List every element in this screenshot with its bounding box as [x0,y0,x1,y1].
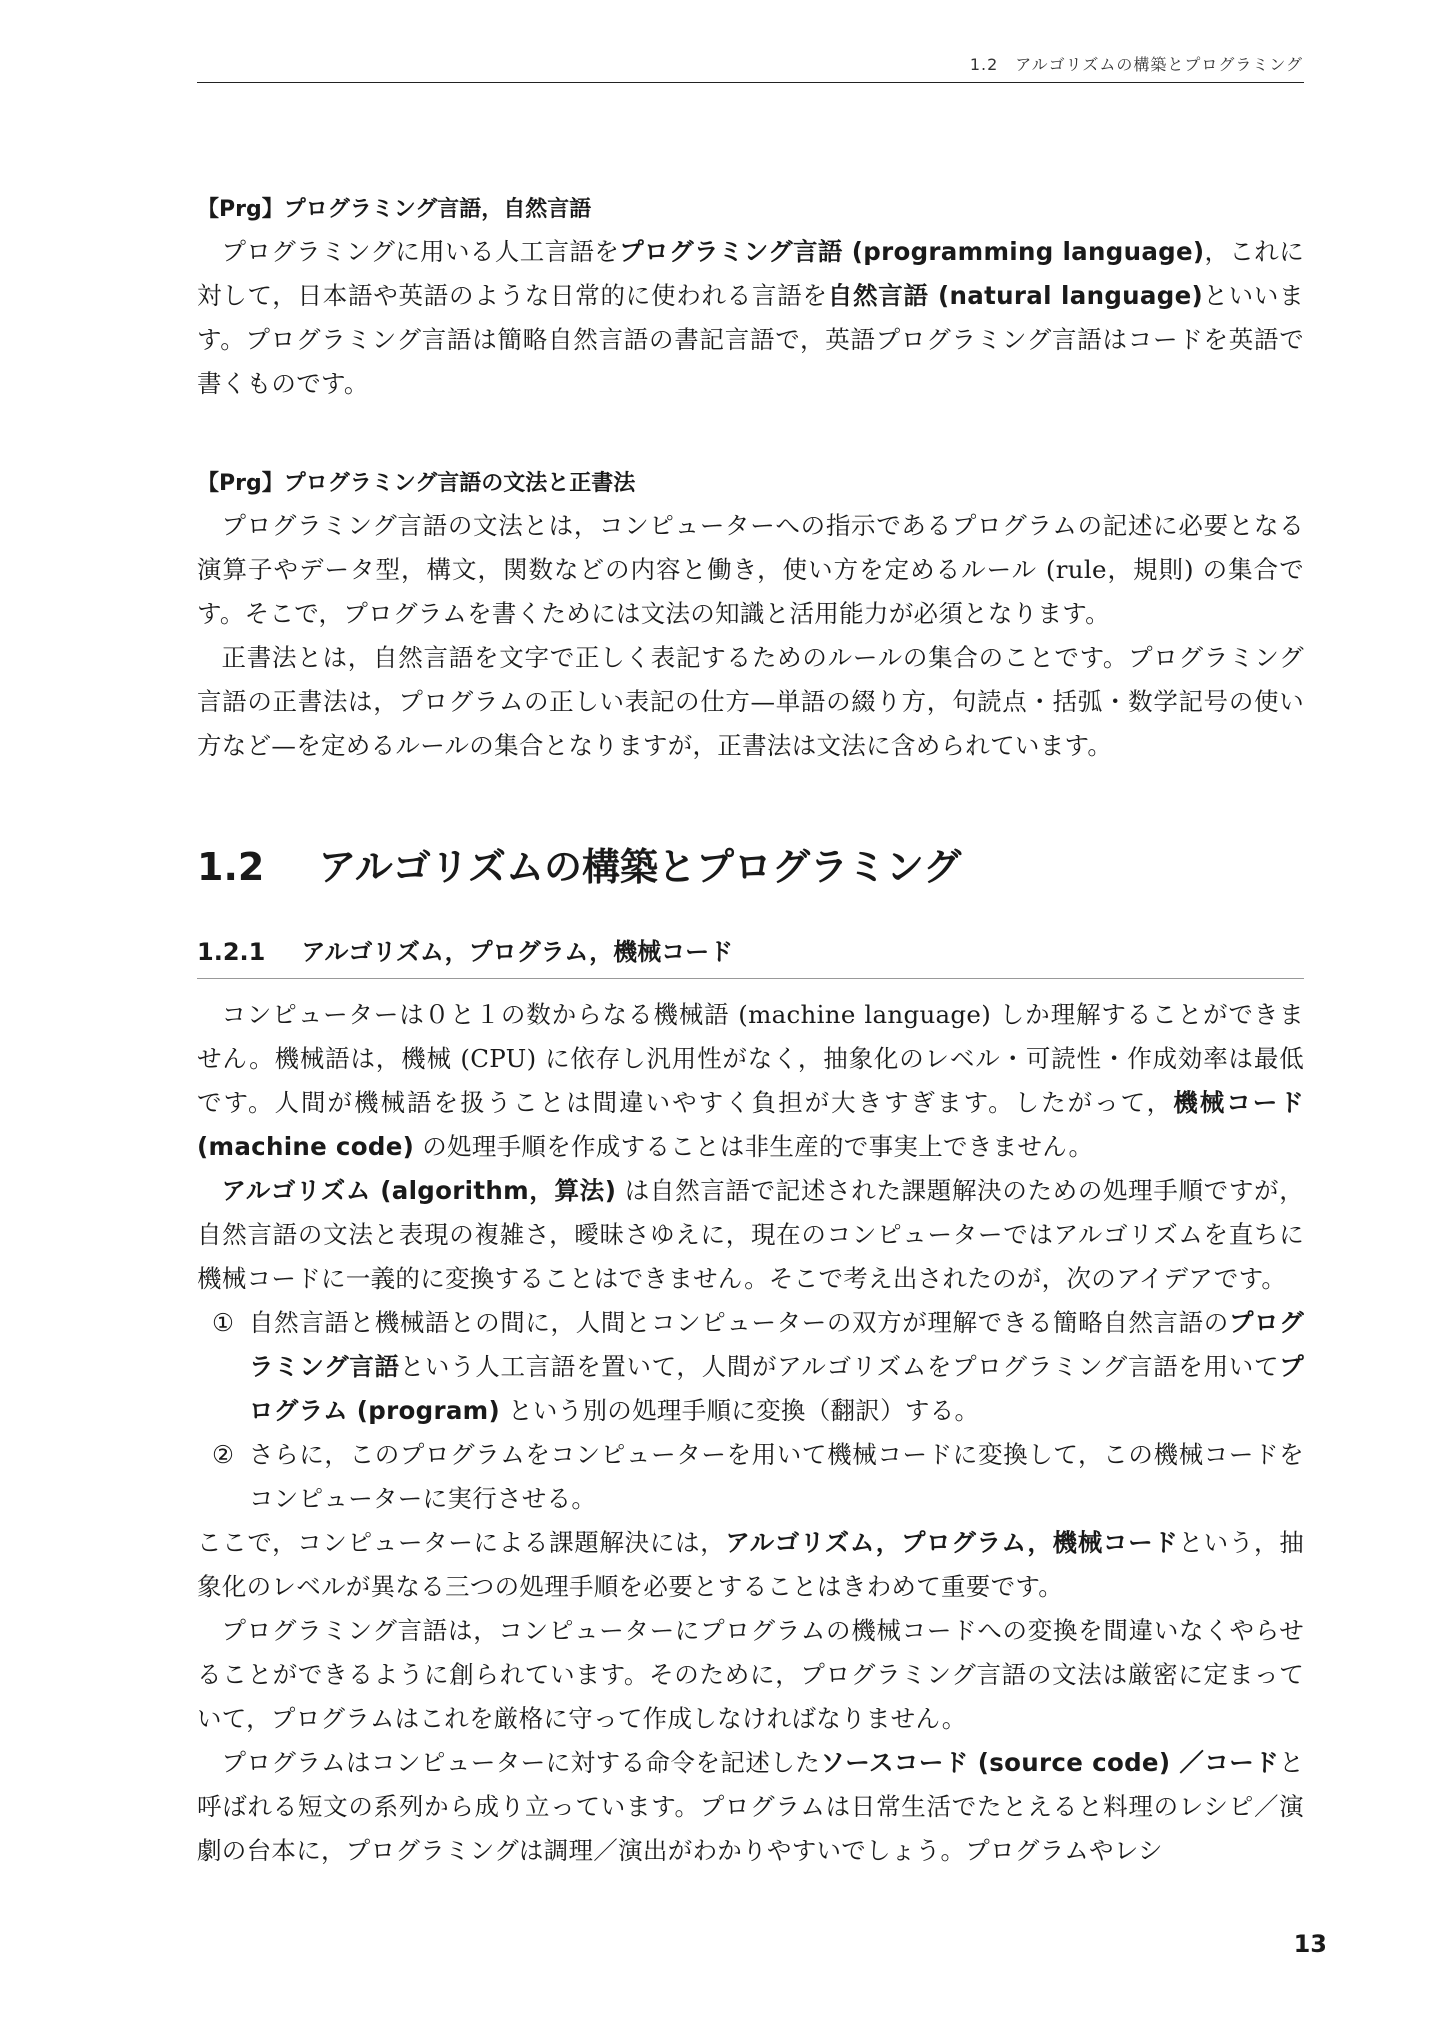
text-run: といいます。プログラミング言語は簡略自然言語の書記言語で，英語プログラミング言語はコードを英語で書くものです。 [197,281,1304,398]
text-run: の処理手順を作成することは非生産的で事実上できません。 [414,1132,1094,1161]
enumerated-item-2 [197,1433,1304,1521]
subsection-title-text: アルゴリズム，プログラム，機械コード [301,938,734,966]
enumerated-item-1 [197,1301,1304,1433]
body-paragraph-machine-language [197,993,1304,1169]
subsection-title [197,934,1304,979]
subsection-number: 1.2.1 [197,938,266,966]
header-rule [197,82,1304,83]
text-run: は自然言語で記述された課題解決のための処理手順ですが，自然言語の文法と表現の複雑さ，曖昧さゆえに，現在のコンピューターではアルゴリズムを直ちに機械コードに一義的に変換することはできません。そこで考え出されたのが，次のアイデアです。 [197,1176,1304,1293]
page-number: 13 [1293,1930,1327,1958]
term-natural-language: 自然言語 (natural language) [827,281,1203,310]
text-run: ここで，コンピューターによる課題解決には， [197,1528,726,1557]
spacer [197,768,1304,842]
text-run: という人工言語を置いて，人間がアルゴリズムをプログラミング言語を用いて [399,1352,1280,1381]
text-run: と呼ばれる短文の系列から成り立っています。プログラムは日常生活でたとえると料理のレシピ／演劇の台本に，プログラミングは調理／演出がわかりやすいでしょう。プログラムやレシ [197,1748,1304,1865]
term-program: プログラム (program) [249,1352,1305,1425]
prg-paragraph-grammar: プログラミング言語の文法とは，コンピューターへの指示であるプログラムの記述に必要となる演算子やデータ型，構文，関数などの内容と働き，使い方を定めるルール (rule，規則) の集合です。そこで，プログラムを書くためには文法の知識と活用能力が必須となります。 [197,511,1304,628]
body-paragraph-grammar-strict: プログラミング言語は，コンピューターにプログラムの機械コードへの変換を間違いなくやらせることができるように創られています。そのために，プログラミング言語の文法は厳密に定まっていて，プログラムはこれを厳格に守って作成しなければなりません。 [197,1616,1304,1733]
item-marker: ② [212,1440,234,1469]
term-source-code: ソースコード (source code) ／コード [820,1748,1280,1777]
prg-paragraph-languages [197,230,1304,406]
section-title-text: アルゴリズムの構築とプログラミング [318,845,962,889]
body-paragraph-algorithm [197,1169,1304,1301]
prg-heading-languages: 【Prg】プログラミング言語，自然言語 [197,197,592,222]
page-content [197,190,1304,1873]
section-title [197,842,1304,892]
item-body [249,1301,1304,1433]
text-run: という，抽象化のレベルが異なる三つの処理手順を必要とすることはきわめて重要です。 [197,1528,1305,1601]
spacer [197,892,1304,934]
body-paragraph-source-code [197,1741,1304,1873]
term-machine-code: 機械コード (machine code) [197,1088,1304,1161]
text-run: プログラミングに用いる人工言語を [221,237,620,266]
body-paragraph-three-levels [197,1521,1304,1609]
spacer [197,406,1304,464]
prg-paragraph-orthography: 正書法とは，自然言語を文字で正しく表記するためのルールの集合のことです。プログラミング言語の正書法は，プログラムの正しい表記の仕方—単語の綴り方，句読点・括弧・数学記号の使い方など—を定めるルールの集合となりますが，正書法は文法に含められています。 [197,643,1304,760]
text-run: ，これに対して，日本語や英語のような日常的に使われる言語を [197,237,1305,310]
running-head: 1.2 アルゴリズムの構築とプログラミング [969,55,1303,74]
term-algorithm: アルゴリズム (algorithm，算法) [221,1176,617,1205]
term-programming-language: プログラミング言語 (programming language) [619,237,1205,266]
text-run: 自然言語と機械語との間に，人間とコンピューターの双方が理解できる簡略自然言語の [249,1308,1229,1337]
text-run: コンピューターは０と１の数からなる機械語 (machine language) しか理解することができません。機械語は，機械 (CPU) に依存し汎用性がなく，抽象化のレベル・可読性・作成効率は最低です。人間が機械語を扱うことは間違いやすく負担が大きすぎます。したがって， [197,1000,1304,1117]
term-programming-language: プログラミング言語 [249,1308,1304,1381]
item-marker: ① [212,1308,234,1337]
term-three-levels: アルゴリズム，プログラム，機械コード [725,1528,1179,1557]
text-run: という別の処理手順に変換（翻訳）する。 [500,1396,980,1425]
item-body: さらに，このプログラムをコンピューターを用いて機械コードに変換して，この機械コードをコンピューターに実行させる。 [249,1440,1304,1513]
section-number: 1.2 [197,845,265,889]
spacer [197,979,1304,993]
text-run: プログラムはコンピューターに対する命令を記述した [221,1748,821,1777]
prg-heading-grammar: 【Prg】プログラミング言語の文法と正書法 [197,471,636,496]
